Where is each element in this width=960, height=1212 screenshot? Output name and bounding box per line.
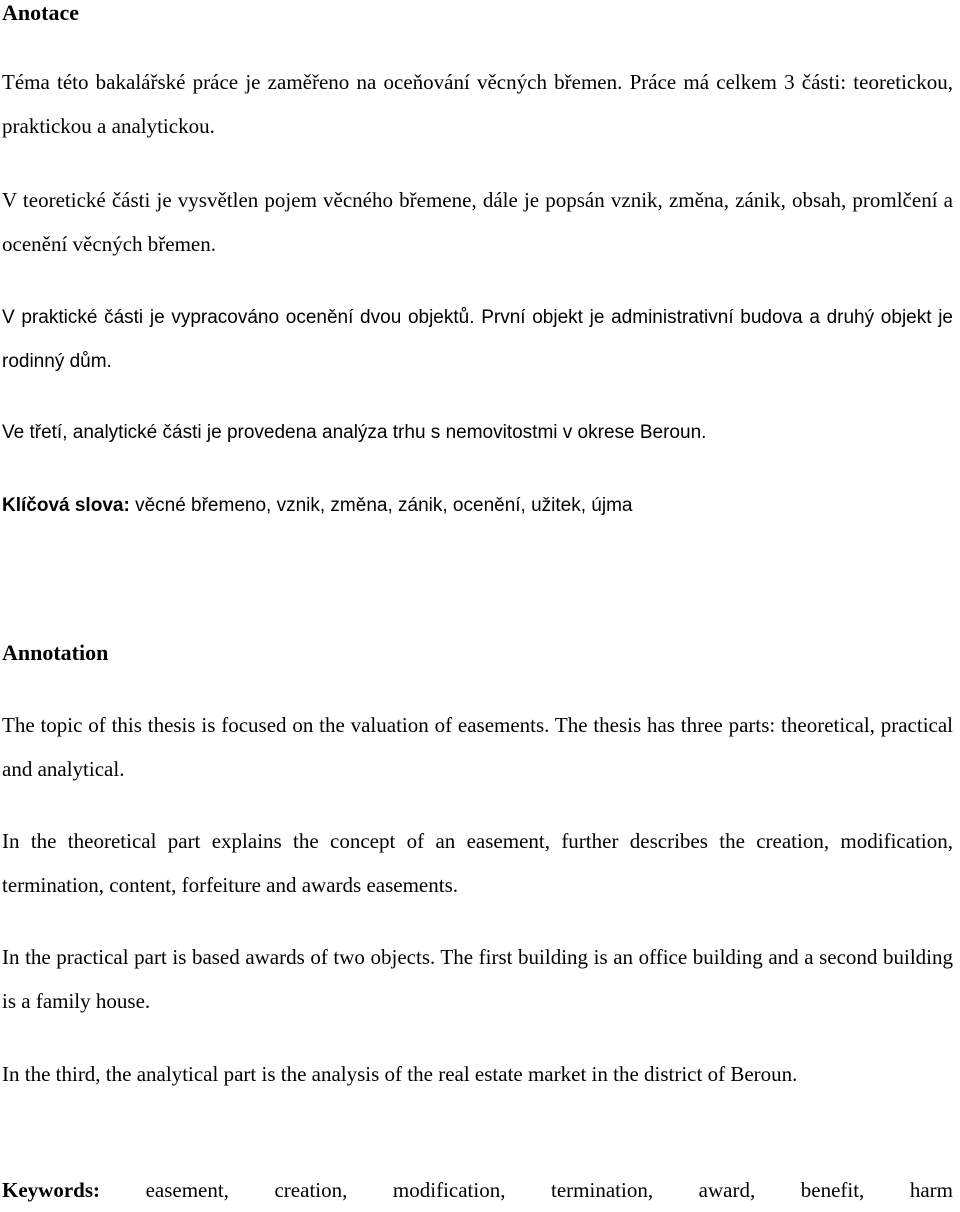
annotation-keywords [2,1168,953,1212]
anotace-keywords [2,484,953,528]
anotace-paragraph-4: Ve třetí, analytické části je provedena analýza trhu s nemovitostmi v okrese Beroun. [2,422,707,443]
anotace-keywords-text: věcné břemeno, vznik, změna, zánik, ocenění, užitek, újma [135,495,633,516]
anotace-paragraph-1: Téma této bakalářské práce je zaměřeno na oceňování věcných břemen. Práce má celkem 3 části: teoretickou, praktickou a analytickou. [2,70,953,138]
anotace-paragraph-3: V praktické části je vypracováno ocenění dvou objektů. První objekt je administrativní budova a druhý objekt je rodinný dům. [2,307,953,372]
annotation-keywords-label: Keywords: [2,1178,100,1202]
anotace-paragraph-2: V teoretické části je vysvětlen pojem věcného břemene, dále je popsán vznik, změna, zánik, obsah, promlčení a ocenění věcných břemen. [2,188,953,256]
annotation-paragraph-2: In the theoretical part explains the concept of an easement, further describes the creation, modification, termination, content, forfeiture and awards easements. [2,829,953,897]
annotation-paragraph-3: In the practical part is based awards of two objects. The first building is an office building and a second building is a family house. [2,945,953,1013]
anotace-heading: Anotace [2,0,79,25]
anotace-keywords-label: Klíčová slova: [2,495,130,516]
annotation-paragraph-1: The topic of this thesis is focused on the valuation of easements. The thesis has three parts: theoretical, practical and analytical. [2,713,953,781]
annotation-keywords-text: easement, creation, modification, termination, award, benefit, harm [145,1178,953,1202]
annotation-paragraph-4: In the third, the analytical part is the analysis of the real estate market in the district of Beroun. [2,1062,798,1086]
annotation-heading: Annotation [2,640,109,665]
